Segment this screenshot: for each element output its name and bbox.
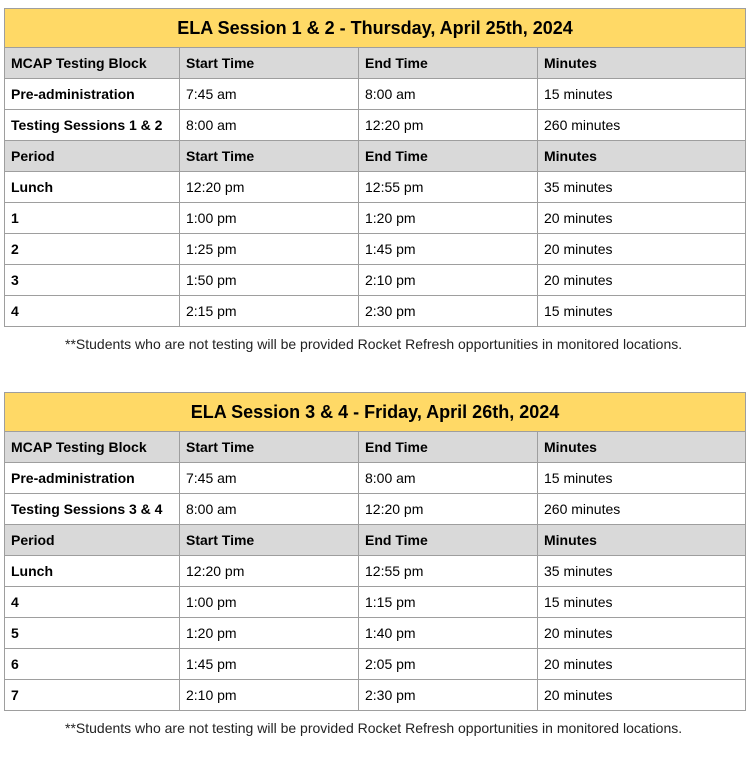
table-row — [5, 556, 746, 587]
table-row — [5, 649, 746, 680]
period-header-row — [5, 525, 746, 556]
table-row — [5, 79, 746, 110]
header-cell: End Time — [359, 48, 538, 79]
row-label: Testing Sessions 1 & 2 — [5, 110, 180, 141]
table-row — [5, 110, 746, 141]
schedule-note: **Students who are not testing will be provided Rocket Refresh opportunities in monitored locations. — [65, 720, 683, 736]
start-time: 7:45 am — [180, 79, 359, 110]
end-time: 12:20 pm — [359, 494, 538, 525]
row-label: 7 — [5, 680, 180, 711]
end-time: 8:00 am — [359, 463, 538, 494]
table-row — [5, 494, 746, 525]
end-time: 1:45 pm — [359, 234, 538, 265]
table-row — [5, 234, 746, 265]
row-label: 5 — [5, 618, 180, 649]
end-time: 8:00 am — [359, 79, 538, 110]
start-time: 1:00 pm — [180, 203, 359, 234]
header-cell: MCAP Testing Block — [5, 432, 180, 463]
minutes: 260 minutes — [538, 494, 746, 525]
row-label: 6 — [5, 649, 180, 680]
table-row — [5, 296, 746, 327]
row-label: Testing Sessions 3 & 4 — [5, 494, 180, 525]
minutes: 20 minutes — [538, 680, 746, 711]
schedule-note: **Students who are not testing will be provided Rocket Refresh opportunities in monitored locations. — [65, 336, 683, 352]
header-cell: Minutes — [538, 141, 746, 172]
minutes: 20 minutes — [538, 203, 746, 234]
start-time: 1:00 pm — [180, 587, 359, 618]
start-time: 8:00 am — [180, 494, 359, 525]
row-label: 4 — [5, 587, 180, 618]
table-row — [5, 265, 746, 296]
schedule-title: ELA Session 1 & 2 - Thursday, April 25th, 2024 — [5, 9, 746, 48]
minutes: 20 minutes — [538, 649, 746, 680]
start-time: 1:50 pm — [180, 265, 359, 296]
end-time: 1:40 pm — [359, 618, 538, 649]
header-cell: End Time — [359, 525, 538, 556]
header-cell: Start Time — [180, 432, 359, 463]
end-time: 12:55 pm — [359, 556, 538, 587]
table-row — [5, 680, 746, 711]
end-time: 12:20 pm — [359, 110, 538, 141]
start-time: 7:45 am — [180, 463, 359, 494]
start-time: 12:20 pm — [180, 556, 359, 587]
minutes: 15 minutes — [538, 587, 746, 618]
minutes: 15 minutes — [538, 79, 746, 110]
header-cell: Start Time — [180, 525, 359, 556]
table-row — [5, 463, 746, 494]
header-cell: Minutes — [538, 525, 746, 556]
schedule-title: ELA Session 3 & 4 - Friday, April 26th, 2024 — [5, 393, 746, 432]
start-time: 1:45 pm — [180, 649, 359, 680]
row-label: Pre-administration — [5, 463, 180, 494]
block-header-row — [5, 432, 746, 463]
minutes: 15 minutes — [538, 296, 746, 327]
end-time: 1:20 pm — [359, 203, 538, 234]
end-time: 2:30 pm — [359, 296, 538, 327]
schedule-grid — [4, 8, 746, 327]
minutes: 35 minutes — [538, 556, 746, 587]
table-row — [5, 203, 746, 234]
header-cell: Minutes — [538, 48, 746, 79]
start-time: 1:25 pm — [180, 234, 359, 265]
header-cell: MCAP Testing Block — [5, 48, 180, 79]
schedule-table-1 — [4, 8, 745, 327]
end-time: 2:05 pm — [359, 649, 538, 680]
table-row — [5, 618, 746, 649]
header-cell: Start Time — [180, 48, 359, 79]
table-row — [5, 587, 746, 618]
start-time: 8:00 am — [180, 110, 359, 141]
minutes: 20 minutes — [538, 618, 746, 649]
block-header-row — [5, 48, 746, 79]
header-cell: Start Time — [180, 141, 359, 172]
header-cell: End Time — [359, 141, 538, 172]
header-cell: Period — [5, 525, 180, 556]
period-header-row — [5, 141, 746, 172]
end-time: 2:10 pm — [359, 265, 538, 296]
end-time: 1:15 pm — [359, 587, 538, 618]
start-time: 1:20 pm — [180, 618, 359, 649]
end-time: 12:55 pm — [359, 172, 538, 203]
minutes: 15 minutes — [538, 463, 746, 494]
end-time: 2:30 pm — [359, 680, 538, 711]
minutes: 260 minutes — [538, 110, 746, 141]
row-label: Lunch — [5, 172, 180, 203]
table-row — [5, 172, 746, 203]
start-time: 2:15 pm — [180, 296, 359, 327]
header-cell: Period — [5, 141, 180, 172]
minutes: 20 minutes — [538, 234, 746, 265]
row-label: Lunch — [5, 556, 180, 587]
minutes: 35 minutes — [538, 172, 746, 203]
row-label: 1 — [5, 203, 180, 234]
start-time: 12:20 pm — [180, 172, 359, 203]
row-label: Pre-administration — [5, 79, 180, 110]
header-cell: Minutes — [538, 432, 746, 463]
row-label: 2 — [5, 234, 180, 265]
row-label: 3 — [5, 265, 180, 296]
minutes: 20 minutes — [538, 265, 746, 296]
schedule-grid — [4, 392, 746, 711]
schedule-table-2 — [4, 392, 745, 711]
header-cell: End Time — [359, 432, 538, 463]
row-label: 4 — [5, 296, 180, 327]
start-time: 2:10 pm — [180, 680, 359, 711]
